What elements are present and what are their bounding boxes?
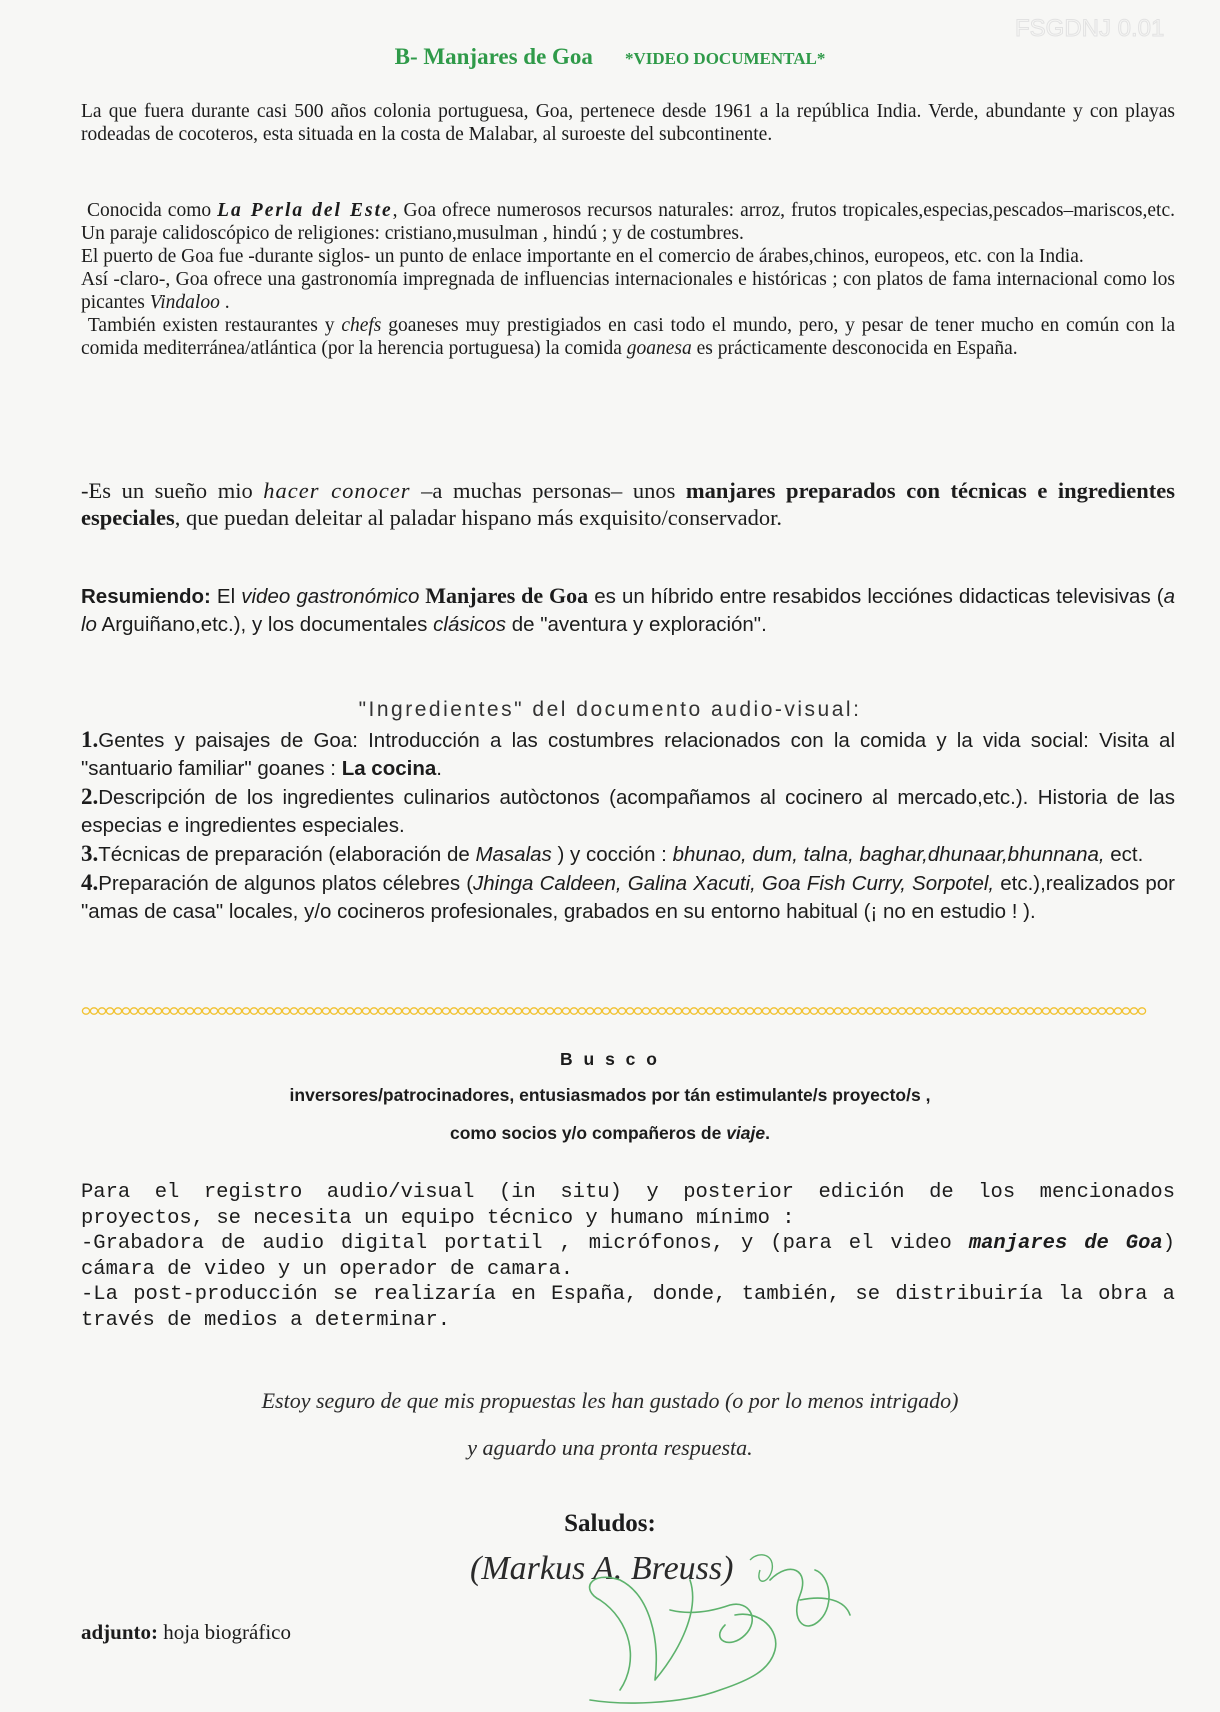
divider-ring [138, 1008, 145, 1014]
item-text-end: . [436, 757, 442, 780]
divider-ring [234, 1008, 241, 1014]
closing-line-2: y aguardo una pronta respuesta. [467, 1435, 753, 1460]
divider-ring [394, 1008, 401, 1014]
divider-ring [890, 1008, 897, 1014]
divider-ring [410, 1008, 417, 1014]
divider-ring [642, 1008, 649, 1014]
dream-paragraph [81, 477, 1175, 531]
intro-p5-em: chefs [341, 315, 382, 336]
dream-a: -Es un sueño mio [81, 478, 264, 503]
intro-p3: El puerto de Goa fue -durante siglos- un punto de enlace importante en el comercio de árabes,chinos, europeos, etc. con la India. [81, 246, 1084, 267]
dream-strong: manjares preparados con técnicas e ingredientes especiales [81, 478, 1175, 530]
divider-ring [842, 1008, 849, 1014]
divider-ring [810, 1008, 817, 1014]
item-number: 3. [81, 841, 99, 866]
divider-ring [1050, 1008, 1057, 1014]
intro-p4-em: Vindaloo [149, 292, 220, 313]
divider-ring [482, 1008, 489, 1014]
busco-line-3 [0, 1123, 1220, 1144]
requirements-b [81, 1231, 1175, 1282]
divider-ring [250, 1008, 257, 1014]
divider-ring [90, 1008, 97, 1014]
divider-ring [258, 1008, 265, 1014]
divider-ring [874, 1008, 881, 1014]
item-em-2: bhunao, dum, talna, baghar,dhunaar,bhunnana, [672, 843, 1105, 866]
requirements-b-em: manjares de Goa [968, 1232, 1163, 1255]
busco-l3-b: . [765, 1123, 770, 1143]
attachment-value: hoja biográfico [158, 1620, 291, 1644]
divider-ring [490, 1008, 497, 1014]
divider-ring [786, 1008, 793, 1014]
requirements-c: -La post-producción se realizaría en España, donde, también, se distribuiría la obra a través de medios a determinar. [81, 1283, 1175, 1332]
divider-ring [514, 1008, 521, 1014]
divider-ring [946, 1008, 953, 1014]
item-text-end: ect. [1104, 843, 1144, 866]
divider-ring [690, 1008, 697, 1014]
item-number: 2. [81, 784, 99, 809]
divider-ring [938, 1008, 945, 1014]
divider-ring [290, 1008, 297, 1014]
divider-ring [986, 1008, 993, 1014]
divider-ring [906, 1008, 913, 1014]
document-title [0, 44, 1220, 70]
divider-ring [458, 1008, 465, 1014]
divider-ring [218, 1008, 225, 1014]
divider-ring [402, 1008, 409, 1014]
divider-ring [450, 1008, 457, 1014]
divider-ring [826, 1008, 833, 1014]
summary-d: de "aventura y exploración". [506, 613, 767, 636]
ingredient-item-4 [81, 869, 1175, 926]
summary-em3: clásicos [433, 613, 507, 636]
divider-ring [570, 1008, 577, 1014]
divider-ring [386, 1008, 393, 1014]
intro-p5-a: También existen restaurantes y [87, 315, 342, 336]
requirements-section [81, 1180, 1175, 1333]
divider-ring [82, 1008, 89, 1014]
busco-l3-a: como socios y/o compañeros de [449, 1123, 727, 1143]
dream-b: –a muchas personas– unos [410, 478, 686, 503]
divider-ring [1082, 1008, 1089, 1014]
divider-ring [610, 1008, 617, 1014]
divider-ring [506, 1008, 513, 1014]
divider-ring [322, 1008, 329, 1014]
divider-ring [538, 1008, 545, 1014]
intro-p5 [81, 314, 1175, 360]
signer-name: (Markus A. Breuss) [470, 1550, 734, 1587]
divider-ring [970, 1008, 977, 1014]
divider-ring [882, 1008, 889, 1014]
divider-ring [130, 1008, 137, 1014]
divider-ring [338, 1008, 345, 1014]
divider-ring [762, 1008, 769, 1014]
divider-ring [378, 1008, 385, 1014]
divider-ring [698, 1008, 705, 1014]
summary-b: es un híbrido entre resabidos lecciónes didacticas televisivas ( [588, 585, 1164, 608]
intro-section [81, 199, 1175, 360]
intro-p2 [81, 199, 1175, 245]
divider-ring [546, 1008, 553, 1014]
divider-ring [634, 1008, 641, 1014]
busco-line-2: inversores/patrocinadores, entusiasmados por tán estimulante/s proyecto/s , [289, 1085, 931, 1105]
divider-ring [1090, 1008, 1097, 1014]
item-text: Gentes y paisajes de Goa: Introducción a las costumbres relacionados con la comida y la vida social: Visita al "santuario familiar" goanes : [81, 729, 1175, 780]
divider-ring [666, 1008, 673, 1014]
decorative-divider [81, 1005, 1151, 1017]
ingredient-item-2 [81, 783, 1175, 840]
divider-ring [114, 1008, 121, 1014]
intro-p5-b: goaneses muy prestigiados en casi todo el mundo, pero, y pesar de tener mucho en común con la comida mediterránea/atlántica (por la herencia portuguesa) la comida [81, 315, 1176, 359]
divider-ring [242, 1008, 249, 1014]
divider-ring [778, 1008, 785, 1014]
divider-ring [1106, 1008, 1113, 1014]
intro-p2-b: , Goa ofrece numerosos recursos naturales: arroz, frutos tropicales,especias,pescados–mariscos,etc. Un paraje calidoscópico de religiones: cristiano,musulman , hindú ; y de costumbres. [81, 200, 1176, 244]
intro-p4-b: . [219, 292, 230, 313]
divider-ring [1034, 1008, 1041, 1014]
divider-ring [650, 1008, 657, 1014]
divider-ring [978, 1008, 985, 1014]
ingredients-heading: "Ingredientes" del documento audio-visual: [358, 698, 862, 721]
divider-ring [658, 1008, 665, 1014]
ingredient-item-3 [81, 840, 1175, 869]
intro-p5-em2: goanesa [626, 338, 692, 359]
divider-ring [586, 1008, 593, 1014]
divider-ring [594, 1008, 601, 1014]
divider-ring [730, 1008, 737, 1014]
divider-ring [266, 1008, 273, 1014]
divider-ring [930, 1008, 937, 1014]
divider-ring [314, 1008, 321, 1014]
divider-ring [682, 1008, 689, 1014]
divider-ring [346, 1008, 353, 1014]
summary-a: El [210, 585, 242, 608]
divider-ring [618, 1008, 625, 1014]
intro-p2-em: La Perla del Este [217, 200, 393, 221]
divider-ring [186, 1008, 193, 1014]
divider-ring [370, 1008, 377, 1014]
ingredients-list [81, 726, 1175, 926]
divider-ring [442, 1008, 449, 1014]
divider-ring [850, 1008, 857, 1014]
divider-ring [802, 1008, 809, 1014]
intro-paragraph-1 [81, 100, 1175, 146]
divider-ring [866, 1008, 873, 1014]
divider-ring [330, 1008, 337, 1014]
divider-ring [562, 1008, 569, 1014]
requirements-b2: ) cámara de video y un operador de camara. [81, 1232, 1175, 1281]
divider-ring [602, 1008, 609, 1014]
ingredient-item-1 [81, 726, 1175, 783]
divider-ring [1098, 1008, 1105, 1014]
divider-ring [1002, 1008, 1009, 1014]
divider-ring [738, 1008, 745, 1014]
divider-ring [1074, 1008, 1081, 1014]
divider-ring [858, 1008, 865, 1014]
divider-ring [914, 1008, 921, 1014]
title-text: B- Manjares de Goa [394, 44, 593, 69]
divider-ring [794, 1008, 801, 1014]
divider-ring [754, 1008, 761, 1014]
divider-ring [578, 1008, 585, 1014]
divider-ring [354, 1008, 361, 1014]
divider-ring [1122, 1008, 1129, 1014]
divider-ring [362, 1008, 369, 1014]
divider-ring [122, 1008, 129, 1014]
divider-ring [674, 1008, 681, 1014]
dream-em: hacer conocer [263, 478, 411, 503]
summary-label: Resumiendo: [81, 585, 211, 608]
divider-ring [1138, 1008, 1145, 1014]
item-text: Descripción de los ingredientes culinarios autòctonos (acompañamos al cocinero al mercado,etc.). Historia de las especias e ingredientes especiales. [81, 786, 1175, 837]
divider-ring [226, 1008, 233, 1014]
divider-ring [274, 1008, 281, 1014]
item-text-mid: ) y cocción : [551, 843, 673, 866]
item-em: Jhinga Caldeen, Galina Xacuti, Goa Fish Curry, Sorpotel, [473, 872, 995, 895]
divider-ring [498, 1008, 505, 1014]
divider-ring [154, 1008, 161, 1014]
requirements-b1: -Grabadora de audio digital portatil , micrófonos, y (para el video [81, 1232, 969, 1255]
busco-heading: B u s c o [560, 1049, 660, 1069]
item-text: Técnicas de preparación (elaboración de [98, 843, 476, 866]
subtitle-text: *VIDEO DOCUMENTAL* [624, 49, 826, 68]
summary-em1: video gastronómico [241, 585, 420, 608]
divider-ring [146, 1008, 153, 1014]
divider-ring [202, 1008, 209, 1014]
divider-ring [418, 1008, 425, 1014]
divider-ring [298, 1008, 305, 1014]
intro-p2-a: Conocida como [87, 200, 218, 221]
item-strong: La cocina [341, 757, 437, 780]
divider-ring [554, 1008, 561, 1014]
divider-ring [178, 1008, 185, 1014]
divider-ring [1010, 1008, 1017, 1014]
divider-ring [474, 1008, 481, 1014]
summary-em2: a lo [81, 585, 1176, 636]
item-number: 1. [81, 727, 99, 752]
summary-paragraph [81, 582, 1175, 639]
intro-p5-c: es prácticamente desconocida en España. [691, 338, 1018, 359]
divider-ring [306, 1008, 313, 1014]
divider-ring [194, 1008, 201, 1014]
divider-ring [1114, 1008, 1121, 1014]
handwritten-signature [560, 1540, 860, 1710]
divider-ring [994, 1008, 1001, 1014]
item-text-end: etc.),realizados por "amas de casa" locales, y/o cocineros profesionales, grabados en su entorno habitual (¡ no en estudio ! ). [81, 872, 1175, 923]
divider-ring [1042, 1008, 1049, 1014]
divider-ring [922, 1008, 929, 1014]
saludos-label: Saludos: [564, 1510, 656, 1537]
divider-ring [466, 1008, 473, 1014]
divider-ring [834, 1008, 841, 1014]
attachment-label: adjunto: [81, 1620, 159, 1644]
divider-ring [746, 1008, 753, 1014]
divider-ring [162, 1008, 169, 1014]
divider-ring [1058, 1008, 1065, 1014]
closing-line-1: Estoy seguro de que mis propuestas les han gustado (o por lo menos intrigado) [261, 1388, 959, 1413]
divider-ring [954, 1008, 961, 1014]
svg-text:FSGDNJ 0.01: FSGDNJ 0.01 [1015, 15, 1165, 42]
divider-ring [1026, 1008, 1033, 1014]
divider-ring [818, 1008, 825, 1014]
divider-ring [522, 1008, 529, 1014]
divider-ring [898, 1008, 905, 1014]
divider-ring [1130, 1008, 1137, 1014]
divider-ring [210, 1008, 217, 1014]
divider-ring [530, 1008, 537, 1014]
intro-p4-a: Así -claro-, Goa ofrece una gastronomía impregnada de influencias internacionales e históricas ; con platos de fama internacional como los picantes [81, 269, 1175, 313]
divider-ring [426, 1008, 433, 1014]
divider-ring [722, 1008, 729, 1014]
faint-stamp [1010, 10, 1200, 46]
intro-p4 [81, 268, 1175, 314]
requirements-a: Para el registro audio/visual (in situ) y posterior edición de los mencionados proyectos, se necesita un equipo técnico y humano mínimo : [81, 1181, 1175, 1230]
divider-ring [282, 1008, 289, 1014]
divider-ring [714, 1008, 721, 1014]
divider-ring [962, 1008, 969, 1014]
divider-ring [98, 1008, 105, 1014]
busco-l3-em: viaje [726, 1123, 766, 1143]
divider-ring [1066, 1008, 1073, 1014]
divider-ring [106, 1008, 113, 1014]
attachment-note [81, 1620, 291, 1645]
intro-p1: La que fuera durante casi 500 años colonia portuguesa, Goa, pertenece desde 1961 a la república India. Verde, abundante y con playas rodeadas de cocoteros, esta situada en la costa de Malabar, al suroeste del subcontinente. [81, 101, 1175, 145]
divider-ring [770, 1008, 777, 1014]
item-text: Preparación de algunos platos célebres ( [98, 872, 474, 895]
divider-ring [1018, 1008, 1025, 1014]
summary-strong: Manjares de Goa [419, 583, 589, 608]
item-number: 4. [81, 870, 99, 895]
summary-c: Arguiñano,etc.), y los documentales [96, 613, 434, 636]
divider-ring [706, 1008, 713, 1014]
item-em: Masalas [475, 843, 552, 866]
divider-ring [170, 1008, 177, 1014]
dream-c: , que puedan deleitar al paladar hispano más exquisito/conservador. [174, 505, 783, 530]
divider-ring [626, 1008, 633, 1014]
divider-ring [434, 1008, 441, 1014]
